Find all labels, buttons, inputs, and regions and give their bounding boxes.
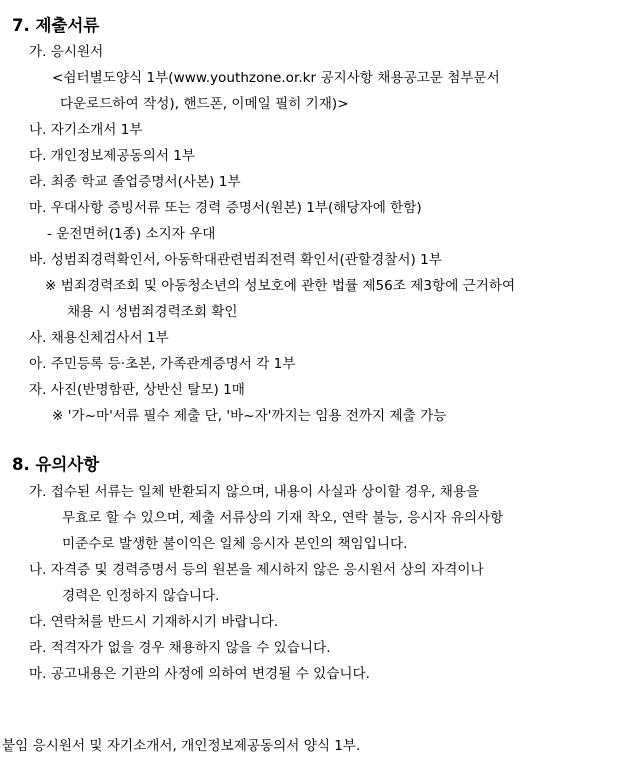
list-item: <쉼터별도양식 1부(www.youthzone.or.kr 공지사항 채용공고문 첨부문서 [52, 70, 500, 86]
attachment-note: 붙임 응시원서 및 자기소개서, 개인정보제공동의서 양식 1부. [2, 738, 361, 754]
list-item: 라. 최종 학교 졸업증명서(사본) 1부 [29, 174, 241, 190]
note-item: 채용 시 성범죄경력조회 확인 [67, 304, 238, 320]
list-item: 다운로드하여 작성), 핸드폰, 이메일 필히 기재)> [60, 96, 349, 112]
list-item: - 운전면허(1종) 소지자 우대 [47, 226, 216, 242]
list-item: 나. 자격증 및 경력증명서 등의 원본을 제시하지 않은 응시원서 상의 자격이나 [29, 562, 484, 578]
list-item: 가. 응시원서 [29, 44, 104, 60]
note-item: ※ 범죄경력조회 및 아동청소년의 성보호에 관한 법률 제56조 제3항에 근거하여 [45, 278, 516, 294]
section-8-title: 8. 유의사항 [12, 455, 100, 474]
note-item: ※ '가~마'서류 필수 제출 단, '바~자'까지는 임용 전까지 제출 가능 [52, 408, 447, 424]
list-item: 미준수로 발생한 불이익은 일체 응시자 본인의 책임입니다. [62, 536, 408, 552]
list-item: 마. 우대사항 증빙서류 또는 경력 증명서(원본) 1부(해당자에 한함) [29, 200, 422, 216]
list-item: 바. 성범죄경력확인서, 아동학대관련범죄전력 확인서(관할경찰서) 1부 [29, 252, 442, 268]
list-item: 아. 주민등록 등·초본, 가족관계증명서 각 1부 [29, 356, 296, 372]
list-item: 마. 공고내용은 기관의 사정에 의하여 변경될 수 있습니다. [29, 666, 370, 682]
list-item: 라. 적격자가 없을 경우 채용하지 않을 수 있습니다. [29, 640, 331, 656]
list-item: 사. 채용신체검사서 1부 [29, 330, 169, 346]
list-item: 나. 자기소개서 1부 [29, 122, 143, 138]
list-item: 다. 연락처를 반드시 기재하시기 바랍니다. [29, 614, 279, 630]
list-item: 무효로 할 수 있으며, 제출 서류상의 기재 착오, 연락 불능, 응시자 유의사항 [62, 510, 504, 526]
list-item: 다. 개인정보제공동의서 1부 [29, 148, 196, 164]
list-item: 경력은 인정하지 않습니다. [62, 588, 220, 604]
list-item: 가. 접수된 서류는 일체 반환되지 않으며, 내용이 사실과 상이할 경우, 채용을 [29, 484, 480, 500]
list-item: 자. 사진(반명함판, 상반신 탈모) 1매 [29, 382, 245, 398]
section-7-title: 7. 제출서류 [12, 16, 100, 35]
